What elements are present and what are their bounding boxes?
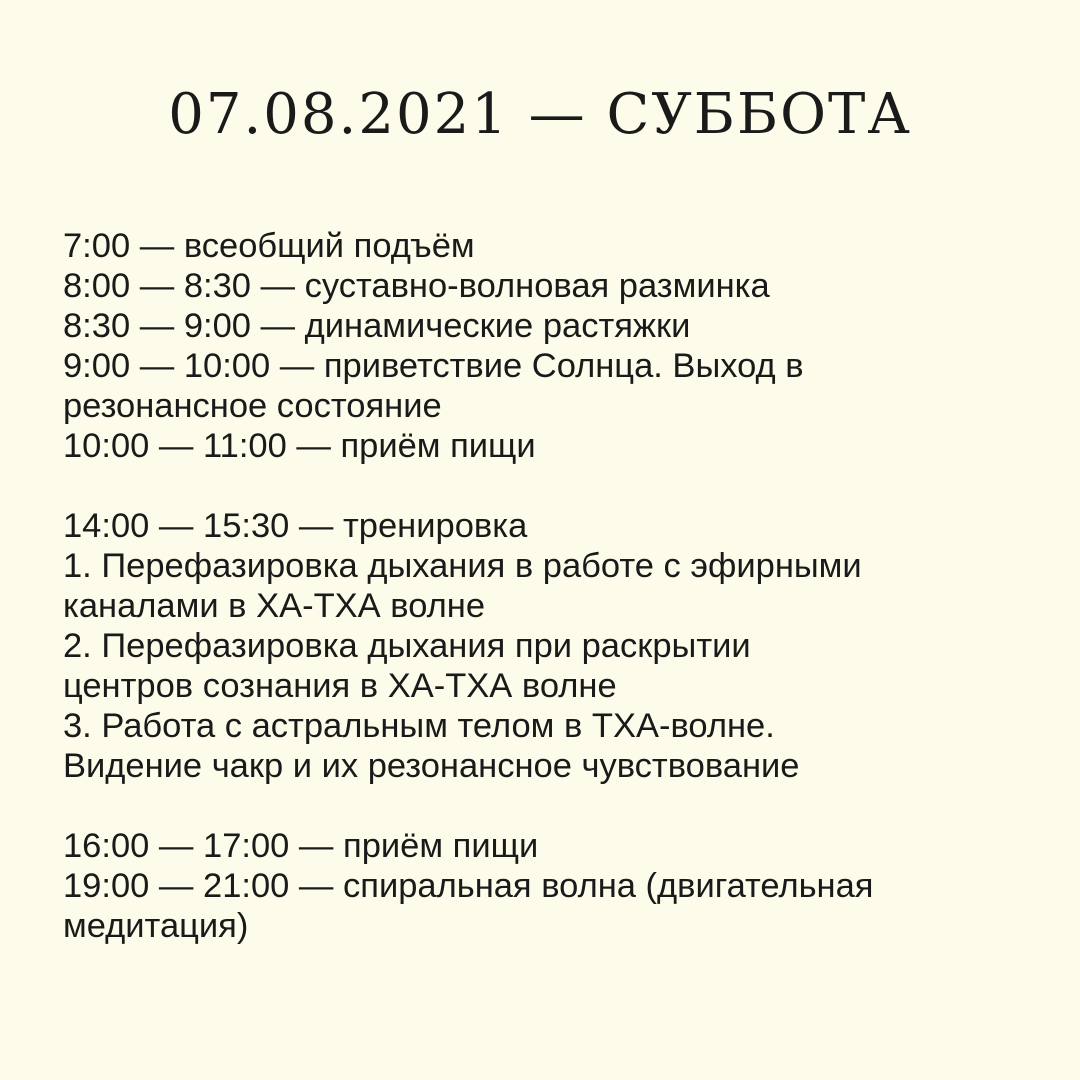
schedule-line: 8:30 — 9:00 — динамические растяжки [63,307,691,345]
schedule-line: каналами в ХА-ТХА волне [63,587,486,625]
schedule-line: 19:00 — 21:00 — спиральная волна (двигательная [63,867,874,905]
schedule-line: 14:00 — 15:30 — тренировка [63,507,528,545]
schedule-line: 2. Перефазировка дыхания при раскрытии [63,627,751,665]
schedule-list [63,226,1023,946]
page-title: 07.08.2021 — СУББОТА [168,82,912,147]
schedule-line: центров сознания в ХА-ТХА волне [63,667,617,705]
schedule-line: 3. Работа с астральным телом в ТХА-волне. [63,707,775,745]
schedule-line: 1. Перефазировка дыхания в работе с эфирными [63,547,862,585]
schedule-line: резонансное состояние [63,387,442,425]
schedule-line: медитация) [63,907,249,945]
schedule-line: 8:00 — 8:30 — суставно-волновая разминка [63,267,770,305]
schedule-line: 16:00 — 17:00 — приём пищи [63,827,539,865]
schedule-line: 9:00 — 10:00 — приветствие Солнца. Выход в [63,347,804,385]
schedule-line: Видение чакр и их резонансное чувствование [63,747,800,785]
schedule-block-morning [63,226,1023,466]
schedule-line: 7:00 — всеобщий подъём [63,227,475,265]
schedule-line: 10:00 — 11:00 — приём пищи [63,427,536,465]
schedule-block-training [63,506,1023,786]
schedule-block-evening [63,826,1023,946]
